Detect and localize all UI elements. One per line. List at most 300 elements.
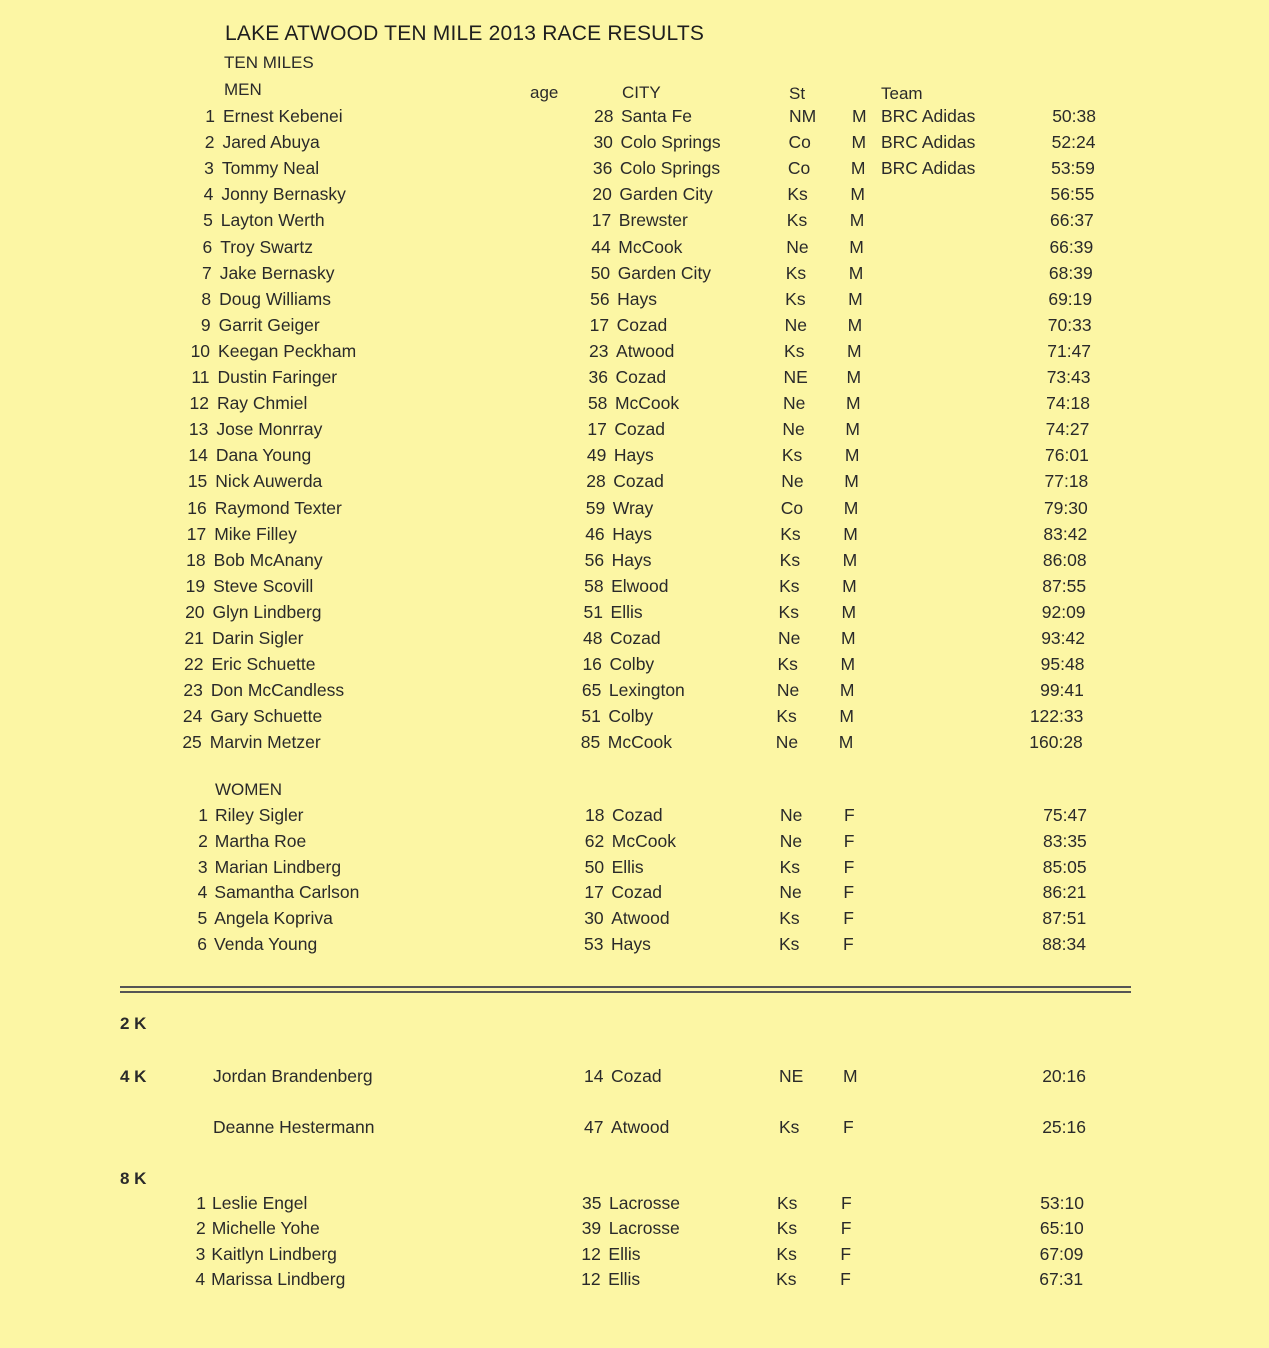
runner-city: Colby [609, 654, 655, 675]
runner-sex: M [843, 497, 859, 518]
runner-city: Lacrosse [609, 1193, 681, 1213]
runner-sex: F [843, 908, 854, 929]
finish-time: 83:42 [1043, 523, 1088, 544]
place-number: 22 [183, 654, 204, 675]
runner-age: 85 [580, 732, 601, 753]
runner-city: Ellis [608, 1243, 641, 1264]
runner-sex: F [843, 830, 855, 851]
runner-state: Co [787, 158, 811, 179]
runner-sex: M [842, 575, 857, 596]
runner-state: Ne [780, 805, 803, 825]
runner-sex: F [840, 1218, 852, 1239]
result-row [0, 184, 1269, 208]
section-8k-label: 8 K [120, 1169, 147, 1188]
runner-sex: M [847, 314, 863, 335]
result-row [0, 1269, 1269, 1293]
result-row [0, 289, 1269, 313]
runner-city: Colo Springs [620, 132, 721, 153]
runner-age: 23 [589, 340, 609, 361]
runner-city: Ellis [610, 601, 643, 622]
place-number: 1 [196, 1193, 206, 1213]
runner-city: Santa Fe [621, 106, 693, 126]
runner-age: 17 [591, 210, 612, 231]
runner-city: Lacrosse [608, 1218, 680, 1239]
runner-city: Hays [617, 288, 658, 309]
runner-state: Ks [779, 549, 801, 570]
place-number: 15 [187, 471, 208, 492]
runner-name: Leslie Engel [212, 1193, 308, 1213]
runner-name: Marvin Metzer [209, 732, 321, 753]
place-number: 4 [203, 184, 214, 205]
place-number: 16 [187, 497, 207, 518]
finish-time: 70:33 [1047, 314, 1092, 335]
finish-time: 66:39 [1049, 236, 1094, 257]
runner-state: Co [780, 497, 804, 518]
place-number: 1 [205, 106, 215, 126]
runner-name: Marian Lindberg [214, 856, 342, 877]
place-number: 1 [198, 805, 208, 825]
finish-time: 66:37 [1050, 210, 1094, 231]
result-row [0, 1193, 1269, 1217]
runner-sex: M [850, 184, 865, 205]
finish-time: 20:16 [1042, 1066, 1086, 1086]
finish-time: 93:42 [1041, 628, 1085, 648]
runner-age: 46 [585, 523, 605, 544]
runner-city: Garden City [617, 262, 712, 283]
finish-time: 56:55 [1050, 184, 1095, 205]
place-number: 23 [183, 680, 203, 701]
finish-time: 52:24 [1051, 132, 1096, 153]
runner-name: Garrit Geiger [218, 314, 320, 335]
runner-age: 30 [584, 908, 604, 929]
runner-sex: F [843, 1116, 854, 1137]
runner-name: Mike Filley [214, 523, 297, 544]
result-row [0, 576, 1269, 600]
runner-state: Ks [776, 706, 797, 727]
place-number: 18 [186, 549, 206, 570]
result-row [0, 498, 1269, 522]
result-row [0, 419, 1269, 443]
runner-name: Layton Werth [220, 210, 325, 231]
finish-time: 53:59 [1051, 158, 1095, 179]
runner-city: Ellis [608, 1268, 641, 1289]
place-number: 6 [197, 934, 207, 954]
finish-time: 67:31 [1039, 1268, 1084, 1289]
runner-name: Jonny Bernasky [221, 184, 346, 205]
result-row [0, 550, 1269, 574]
place-number: 2 [204, 132, 215, 153]
runner-age: 12 [581, 1243, 601, 1264]
runner-state: Ks [776, 1243, 797, 1264]
runner-state: Ks [779, 1116, 800, 1137]
runner-city: Atwood [611, 908, 670, 929]
runner-name: Michelle Yohe [211, 1218, 320, 1239]
runner-age: 50 [584, 856, 605, 877]
runner-age: 36 [588, 367, 608, 387]
runner-city: Lexington [608, 680, 685, 701]
place-number: 11 [191, 367, 210, 387]
runner-name: Troy Swartz [220, 236, 313, 257]
finish-time: 85:05 [1042, 856, 1087, 877]
runner-city: Cozad [611, 1066, 662, 1086]
runner-name: Keegan Peckham [218, 340, 357, 361]
finish-time: 53:10 [1040, 1193, 1084, 1213]
runner-state: Ks [779, 575, 800, 596]
runner-name: Tommy Neal [221, 158, 320, 179]
finish-time: 87:51 [1042, 908, 1087, 929]
finish-time: 73:43 [1046, 367, 1091, 387]
runner-state: Ks [781, 445, 803, 466]
runner-state: NE [783, 367, 808, 387]
runner-name: Riley Sigler [215, 805, 304, 825]
runner-sex: M [849, 210, 865, 231]
runner-city: Hays [611, 549, 652, 570]
runner-state: Ks [784, 340, 805, 361]
result-row [0, 1066, 1269, 1090]
runner-state: NM [789, 106, 817, 126]
runner-sex: F [841, 1193, 852, 1213]
finish-time: 160:28 [1029, 732, 1083, 753]
runner-sex: F [840, 1243, 852, 1264]
result-row [0, 1218, 1269, 1242]
result-row [0, 934, 1269, 958]
runner-age: 16 [582, 654, 602, 675]
runner-name: Samantha Carlson [214, 882, 360, 903]
runner-sex: M [848, 262, 864, 283]
runner-name: Deanne Hestermann [213, 1116, 375, 1137]
result-row [0, 237, 1269, 261]
runner-age: 30 [593, 132, 613, 153]
runner-state: Co [788, 132, 811, 153]
runner-state: Ne [784, 314, 807, 335]
place-number: 20 [185, 601, 205, 622]
runner-age: 14 [584, 1066, 604, 1086]
place-number: 25 [182, 732, 202, 753]
finish-time: 86:21 [1042, 882, 1087, 903]
runner-state: Ne [779, 882, 802, 903]
place-number: 2 [195, 1218, 206, 1239]
finish-time: 71:47 [1047, 340, 1092, 361]
runner-state: Ks [777, 1193, 798, 1213]
place-number: 17 [186, 523, 207, 544]
runner-state: Ks [777, 654, 798, 675]
runner-name: Nick Auwerda [215, 471, 323, 492]
runner-sex: M [849, 236, 864, 257]
runner-city: McCook [607, 732, 672, 753]
runner-age: 50 [590, 262, 611, 283]
finish-time: 79:30 [1043, 497, 1088, 518]
runner-name: Kaitlyn Lindberg [211, 1243, 337, 1264]
runner-city: Wray [612, 497, 654, 518]
finish-time: 87:55 [1042, 575, 1087, 596]
runner-name: Raymond Texter [214, 497, 342, 518]
runner-name: Venda Young [214, 934, 318, 954]
runner-state: Ks [780, 523, 801, 544]
runner-state: Ne [782, 393, 806, 414]
place-number: 24 [182, 706, 203, 727]
result-row [0, 445, 1269, 469]
finish-time: 75:47 [1043, 805, 1087, 825]
runner-sex: F [843, 856, 855, 877]
finish-time: 65:10 [1039, 1218, 1084, 1239]
runner-age: 58 [584, 575, 604, 596]
runner-age: 56 [584, 549, 605, 570]
result-row [0, 706, 1269, 730]
result-row [0, 263, 1269, 287]
runner-city: Cozad [612, 805, 663, 825]
runner-city: Ellis [611, 856, 644, 877]
runner-city: Colby [608, 706, 654, 727]
runner-name: Dana Young [215, 445, 312, 466]
finish-time: 86:08 [1042, 549, 1087, 570]
runner-name: Angela Kopriva [214, 908, 333, 929]
finish-time: 74:18 [1046, 393, 1090, 414]
runner-sex: F [843, 934, 854, 954]
runner-team: BRC Adidas [881, 158, 976, 179]
runner-age: 47 [584, 1116, 604, 1137]
runner-city: Cozad [610, 628, 661, 648]
runner-name: Jordan Brandenberg [213, 1066, 373, 1086]
runner-age: 17 [584, 882, 604, 903]
runner-sex: M [842, 549, 858, 570]
runner-sex: M [841, 628, 856, 648]
page-title: LAKE ATWOOD TEN MILE 2013 RACE RESULTS [225, 22, 705, 45]
place-number: 5 [203, 210, 213, 231]
runner-name: Ernest Kebenei [223, 106, 343, 126]
place-number: 2 [198, 830, 208, 851]
runner-city: Cozad [616, 314, 668, 335]
finish-time: 88:34 [1042, 934, 1086, 954]
runner-name: Marissa Lindberg [211, 1268, 346, 1289]
runner-sex: M [844, 471, 859, 492]
place-number: 8 [201, 288, 212, 309]
runner-age: 51 [581, 706, 601, 727]
runner-state: Ks [785, 262, 807, 283]
runner-age: 36 [592, 158, 613, 179]
section-divider [120, 986, 1131, 995]
runner-name: Glyn Lindberg [212, 601, 322, 622]
finish-time: 74:27 [1045, 419, 1090, 440]
runner-state: Ne [775, 732, 799, 753]
runner-age: 51 [583, 601, 604, 622]
runner-team: BRC Adidas [881, 132, 976, 153]
result-row [0, 857, 1269, 881]
result-row [0, 1117, 1269, 1141]
runner-sex: M [848, 288, 863, 309]
result-row [0, 654, 1269, 678]
place-number: 7 [201, 262, 212, 283]
result-row [0, 831, 1269, 855]
runner-sex: M [851, 132, 867, 153]
runner-city: McCook [618, 236, 683, 257]
runner-sex: M [839, 706, 854, 727]
runner-city: Cozad [613, 471, 664, 492]
runner-state: Ne [779, 830, 803, 851]
place-number: 13 [188, 419, 209, 440]
place-number: 6 [202, 236, 213, 257]
runner-sex: M [843, 523, 858, 544]
runner-name: Steve Scovill [213, 575, 314, 596]
runner-age: 17 [587, 419, 607, 440]
place-number: 9 [200, 314, 211, 335]
result-row [0, 367, 1269, 391]
finish-time: 122:33 [1029, 706, 1084, 727]
runner-city: Atwood [616, 340, 675, 361]
runner-age: 39 [581, 1218, 602, 1239]
runner-state: Ne [782, 419, 805, 440]
place-number: 3 [195, 1243, 206, 1264]
result-row [0, 882, 1269, 906]
event-subtitle: TEN MILES [224, 53, 314, 72]
runner-city: Colo Springs [619, 158, 721, 179]
runner-city: Cozad [614, 419, 665, 440]
runner-sex: M [838, 732, 854, 753]
runner-state: Ks [778, 601, 799, 622]
runner-sex: M [841, 601, 857, 622]
runner-age: 65 [581, 680, 602, 701]
place-number: 10 [190, 340, 211, 361]
result-row [0, 680, 1269, 704]
runner-state: Ks [779, 934, 800, 954]
place-number: 3 [204, 158, 214, 179]
runner-name: Bob McAnany [213, 549, 323, 570]
section-4k-label: 4 K [120, 1067, 147, 1086]
result-row [0, 210, 1269, 234]
runner-state: Ks [787, 184, 808, 205]
result-row [0, 132, 1269, 156]
runner-state: Ks [779, 908, 800, 929]
place-number: 21 [184, 628, 204, 648]
runner-city: Cozad [611, 882, 662, 903]
runner-sex: M [844, 445, 860, 466]
runner-name: Darin Sigler [212, 628, 304, 648]
result-row [0, 732, 1269, 756]
runner-city: Atwood [611, 1116, 670, 1137]
runner-sex: M [843, 1066, 858, 1086]
place-number: 4 [195, 1268, 206, 1289]
runner-sex: M [846, 367, 862, 387]
runner-age: 58 [587, 393, 608, 414]
women-header: WOMEN [215, 780, 283, 799]
runner-name: Dustin Faringer [217, 367, 338, 387]
place-number: 12 [189, 393, 209, 414]
place-number: 14 [188, 445, 208, 466]
result-row [0, 628, 1269, 652]
runner-state: Ks [785, 288, 806, 309]
runner-sex: F [844, 805, 855, 825]
runner-name: Jake Bernasky [219, 262, 335, 283]
runner-city: McCook [611, 830, 676, 851]
runner-sex: M [850, 158, 866, 179]
men-header: MEN [224, 80, 262, 99]
runner-age: 12 [581, 1268, 601, 1289]
runner-age: 53 [584, 934, 604, 954]
result-row [0, 341, 1269, 365]
runner-state: Ks [776, 1268, 797, 1289]
finish-time: 77:18 [1044, 471, 1089, 492]
finish-time: 83:35 [1043, 830, 1087, 851]
runner-name: Martha Roe [214, 830, 307, 851]
runner-state: Ks [779, 856, 801, 877]
runner-age: 44 [591, 236, 611, 257]
runner-age: 28 [594, 106, 614, 126]
place-number: 4 [197, 882, 208, 903]
runner-team: BRC Adidas [881, 106, 976, 126]
runner-age: 62 [584, 830, 605, 851]
place-number: 5 [197, 908, 208, 929]
runner-sex: F [843, 882, 855, 903]
runner-state: Ne [778, 628, 801, 648]
runner-name: Jose Monrray [216, 419, 323, 440]
runner-state: Ne [776, 680, 800, 701]
team-header: Team [881, 84, 923, 103]
runner-age: 56 [590, 288, 610, 309]
state-header: St [789, 84, 806, 103]
runner-age: 35 [582, 1193, 602, 1213]
place-number: 3 [197, 856, 208, 877]
runner-name: Gary Schuette [210, 706, 323, 727]
result-row [0, 158, 1269, 182]
place-number: 19 [185, 575, 206, 596]
result-row [0, 1244, 1269, 1268]
runner-city: Elwood [611, 575, 669, 596]
runner-name: Doug Williams [219, 288, 331, 309]
finish-time: 69:19 [1048, 288, 1093, 309]
result-row [0, 805, 1269, 829]
result-row [0, 602, 1269, 626]
finish-time: 67:09 [1039, 1243, 1084, 1264]
runner-sex: M [847, 340, 862, 361]
runner-state: Ks [786, 210, 808, 231]
finish-time: 99:41 [1040, 680, 1084, 701]
runner-sex: M [839, 680, 855, 701]
runner-city: Cozad [615, 367, 667, 387]
runner-sex: M [845, 393, 861, 414]
finish-time: 92:09 [1041, 601, 1086, 622]
finish-time: 76:01 [1045, 445, 1089, 466]
runner-age: 28 [586, 471, 606, 492]
runner-sex: F [840, 1268, 851, 1289]
runner-name: Don McCandless [210, 680, 345, 701]
runner-city: Hays [613, 445, 654, 466]
runner-name: Ray Chmiel [216, 393, 308, 414]
runner-name: Jared Abuya [222, 132, 320, 153]
runner-sex: M [852, 106, 867, 126]
runner-age: 59 [585, 497, 606, 518]
finish-time: 25:16 [1042, 1116, 1086, 1137]
runner-sex: M [840, 654, 856, 675]
result-row [0, 908, 1269, 932]
result-row [0, 106, 1269, 130]
runner-age: 18 [585, 805, 605, 825]
result-row [0, 524, 1269, 548]
result-row [0, 471, 1269, 495]
result-row [0, 393, 1269, 417]
runner-sex: M [845, 419, 860, 440]
runner-name: Eric Schuette [211, 654, 316, 675]
runner-state: Ne [781, 471, 804, 492]
runner-age: 48 [583, 628, 603, 648]
runner-city: McCook [614, 393, 680, 414]
city-header: CITY [622, 83, 661, 102]
runner-state: Ks [776, 1218, 798, 1239]
result-row [0, 315, 1269, 339]
runner-city: Hays [612, 523, 653, 544]
runner-city: Brewster [618, 210, 688, 231]
runner-city: Hays [611, 934, 651, 954]
section-2k-label: 2 K [120, 1014, 147, 1033]
runner-city: Garden City [619, 184, 713, 205]
